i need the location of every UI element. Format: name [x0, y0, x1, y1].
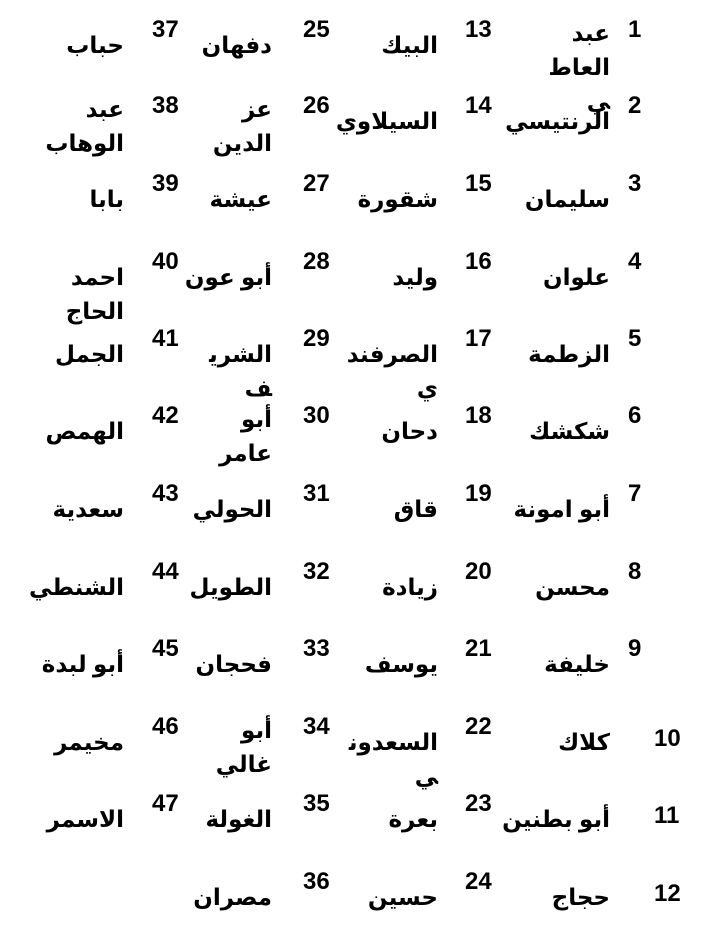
- entry-name: أبو غالي: [215, 717, 272, 777]
- entry-name: احمد الحاج: [65, 264, 124, 324]
- entry-name: خليفة: [544, 651, 610, 677]
- entry-name: الرنتيسي: [505, 108, 610, 134]
- entry-number: 35: [303, 790, 330, 817]
- entry-number: 24: [465, 868, 492, 895]
- entry-number: 23: [465, 790, 492, 817]
- entry-name: الصرفندي: [346, 341, 438, 401]
- entry-name: عيشة: [209, 186, 272, 212]
- entry-name: الشريف: [209, 341, 272, 401]
- entry-number: 16: [465, 248, 492, 275]
- entry-number: 45: [152, 635, 179, 662]
- entry-number: 44: [152, 558, 179, 585]
- entry-name: أبو لبدة: [41, 651, 124, 677]
- entry-name: زيادة: [382, 574, 438, 600]
- entry-name: دحان: [381, 418, 438, 444]
- entry-number: 41: [152, 325, 179, 352]
- entry-name: كلاك: [558, 729, 610, 755]
- entry-number: 30: [303, 402, 330, 429]
- entry-number: 7: [628, 480, 642, 507]
- entry-number: 33: [303, 635, 330, 662]
- entry-number: 46: [152, 713, 179, 740]
- entry-number: 31: [303, 480, 330, 507]
- entry-number: 34: [303, 713, 330, 740]
- entry-number: 32: [303, 558, 330, 585]
- entry-name: الاسمر: [46, 806, 124, 832]
- entry-number: 40: [152, 248, 179, 275]
- entry-number: 38: [152, 92, 179, 119]
- entry-name: حباب: [66, 32, 124, 58]
- entry-name: شقورة: [357, 186, 438, 212]
- entry-name: الزطمة: [528, 341, 610, 367]
- entry-name: دفهان: [201, 32, 272, 58]
- entry-name: محسن: [535, 574, 610, 600]
- entry-number: 9: [628, 635, 642, 662]
- entry-name: مخيمر: [54, 729, 124, 755]
- entry-name: عبد العاطي: [550, 20, 610, 114]
- entry-name: الطويل: [189, 574, 272, 600]
- entry-number: 29: [303, 325, 330, 352]
- entry-name: حجاج: [551, 884, 610, 910]
- entry-name: سليمان: [524, 186, 610, 212]
- entry-name: أبو امونة: [513, 496, 610, 522]
- entry-number: 4: [628, 248, 642, 275]
- entry-number: 11: [654, 802, 680, 829]
- entry-number: 20: [465, 558, 492, 585]
- entry-number: 43: [152, 480, 179, 507]
- entry-name: شكشك: [529, 418, 610, 444]
- entry-number: 36: [303, 868, 330, 895]
- entry-name: عز الدين: [212, 96, 272, 156]
- entry-name: بعرة: [388, 806, 438, 832]
- entry-name: عبد الوهاب: [45, 96, 124, 156]
- entry-name: وليد: [392, 264, 438, 290]
- entry-name: مصران: [193, 884, 272, 910]
- entry-number: 5: [628, 325, 642, 352]
- entry-number: 27: [303, 170, 330, 197]
- entry-number: 14: [465, 92, 492, 119]
- entry-name: فحجان: [195, 651, 272, 677]
- entry-number: 15: [465, 170, 492, 197]
- entry-number: 12: [654, 880, 681, 907]
- entry-name: أبو بطنين: [502, 806, 610, 832]
- entry-number: 21: [465, 635, 492, 662]
- entry-name: البيك: [381, 32, 438, 58]
- entry-number: 19: [465, 480, 492, 507]
- entry-name: الغولة: [205, 806, 272, 832]
- entry-name: أبو عون: [184, 264, 272, 290]
- entry-name: الشنطي: [29, 574, 124, 600]
- entry-name: الجمل: [54, 341, 124, 367]
- entry-number: 47: [152, 790, 179, 817]
- entry-name: علوان: [542, 264, 610, 290]
- entry-name: قاق: [393, 496, 438, 522]
- entry-number: 3: [628, 170, 642, 197]
- entry-number: 1: [628, 16, 642, 43]
- entry-number: 13: [465, 16, 492, 43]
- entry-name: السيلاوي: [335, 108, 438, 134]
- entry-name: بابا: [89, 186, 124, 212]
- entry-number: 42: [152, 402, 179, 429]
- entry-number: 26: [303, 92, 330, 119]
- entry-name: الهمص: [45, 418, 124, 444]
- entry-number: 17: [465, 325, 492, 352]
- entry-name: يوسف: [364, 651, 438, 677]
- entry-name: الحولي: [192, 496, 272, 522]
- entry-number: 2: [628, 92, 642, 119]
- entry-name: حسين: [367, 884, 438, 910]
- entry-number: 28: [303, 248, 330, 275]
- entry-number: 22: [465, 713, 492, 740]
- entry-number: 8: [628, 558, 642, 585]
- entry-number: 10: [654, 725, 681, 752]
- entry-name: سعدية: [52, 496, 124, 522]
- entry-number: 6: [628, 402, 642, 429]
- entry-number: 25: [303, 16, 330, 43]
- entry-name: السعدوني: [348, 729, 438, 789]
- entry-name: أبو عامر: [219, 406, 272, 466]
- entry-number: 18: [465, 402, 492, 429]
- entry-number: 39: [152, 170, 179, 197]
- entry-number: 37: [152, 16, 179, 43]
